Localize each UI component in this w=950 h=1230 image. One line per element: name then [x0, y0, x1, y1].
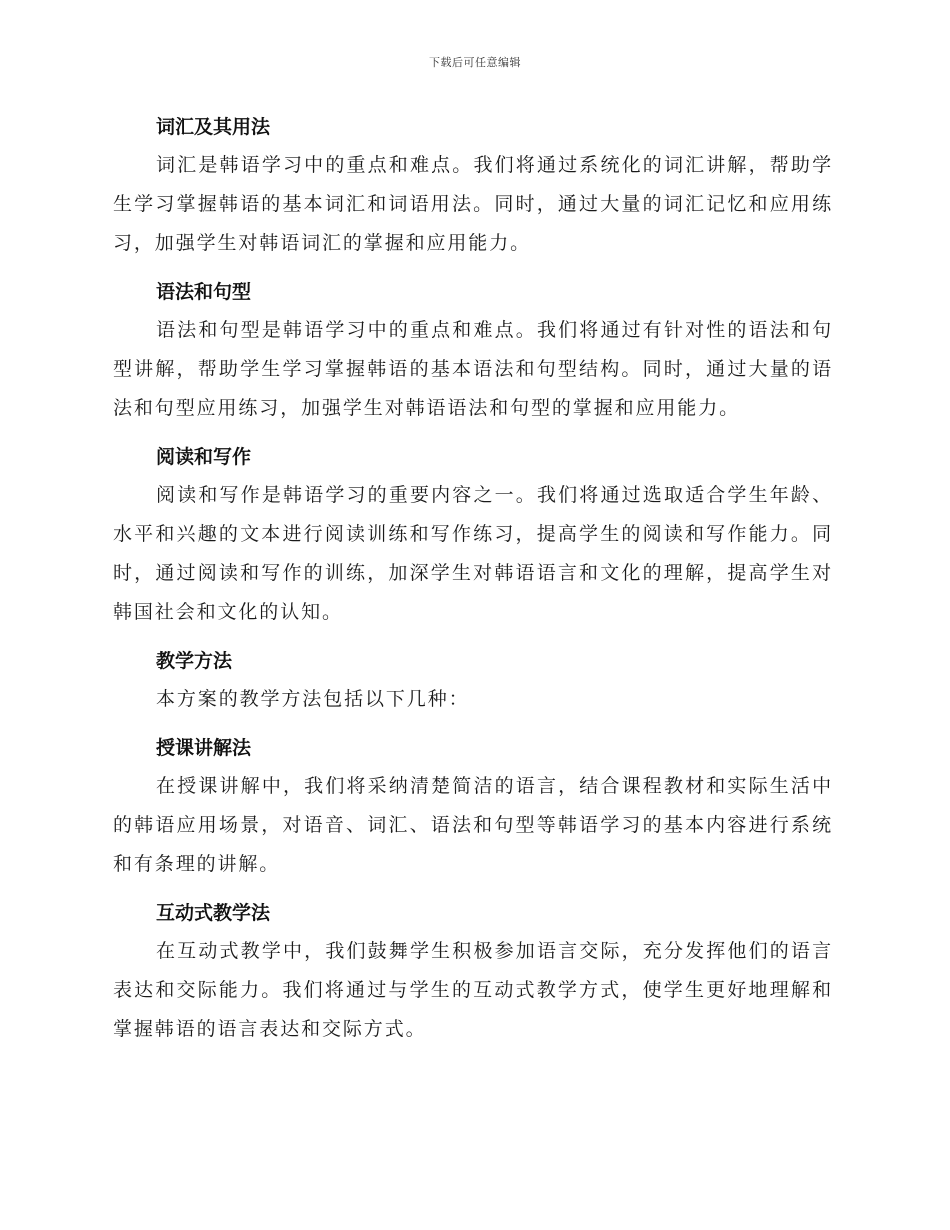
section-heading-interactive-method: 互动式教学法	[156, 902, 271, 924]
section-paragraph-interactive-method: 在互动式教学中，我们鼓舞学生积极参加语言交际，充分发挥他们的语言表达和交际能力。我们将通过与学生的互动式教学方式，使学生更好地理解和掌握韩语的语言表达和交际方式。	[113, 940, 833, 1040]
section-heading-vocabulary: 词汇及其用法	[156, 116, 271, 138]
page-header-note: 下载后可任意编辑	[429, 56, 521, 69]
section-heading-reading-writing: 阅读和写作	[156, 446, 252, 468]
document-body	[113, 108, 833, 1059]
section-paragraph-grammar: 语法和句型是韩语学习中的重点和难点。我们将通过有针对性的语法和句型讲解，帮助学生学习掌握韩语的基本语法和句型结构。同时，通过大量的语法和句型应用练习，加强学生对韩语语法和句型的掌握和应用能力。	[113, 319, 833, 419]
section-heading-teaching-methods: 教学方法	[156, 650, 233, 672]
section-paragraph-vocabulary: 词汇是韩语学习中的重点和难点。我们将通过系统化的词汇讲解，帮助学生学习掌握韩语的基本词汇和词语用法。同时，通过大量的词汇记忆和应用练习，加强学生对韩语词汇的掌握和应用能力。	[113, 154, 833, 254]
section-paragraph-lecture-method: 在授课讲解中，我们将采纳清楚简洁的语言，结合课程教材和实际生活中的韩语应用场景，对语音、词汇、语法和句型等韩语学习的基本内容进行系统和有条理的讲解。	[113, 775, 833, 875]
section-heading-lecture-method: 授课讲解法	[156, 737, 252, 759]
section-paragraph-teaching-methods: 本方案的教学方法包括以下几种：	[156, 688, 470, 710]
section-paragraph-reading-writing: 阅读和写作是韩语学习的重要内容之一。我们将通过选取适合学生年龄、水平和兴趣的文本进行阅读训练和写作练习，提高学生的阅读和写作能力。同时，通过阅读和写作的训练，加深学生对韩语语言和文化的理解，提高学生对韩国社会和文化的认知。	[113, 484, 833, 623]
section-heading-grammar: 语法和句型	[156, 281, 252, 303]
